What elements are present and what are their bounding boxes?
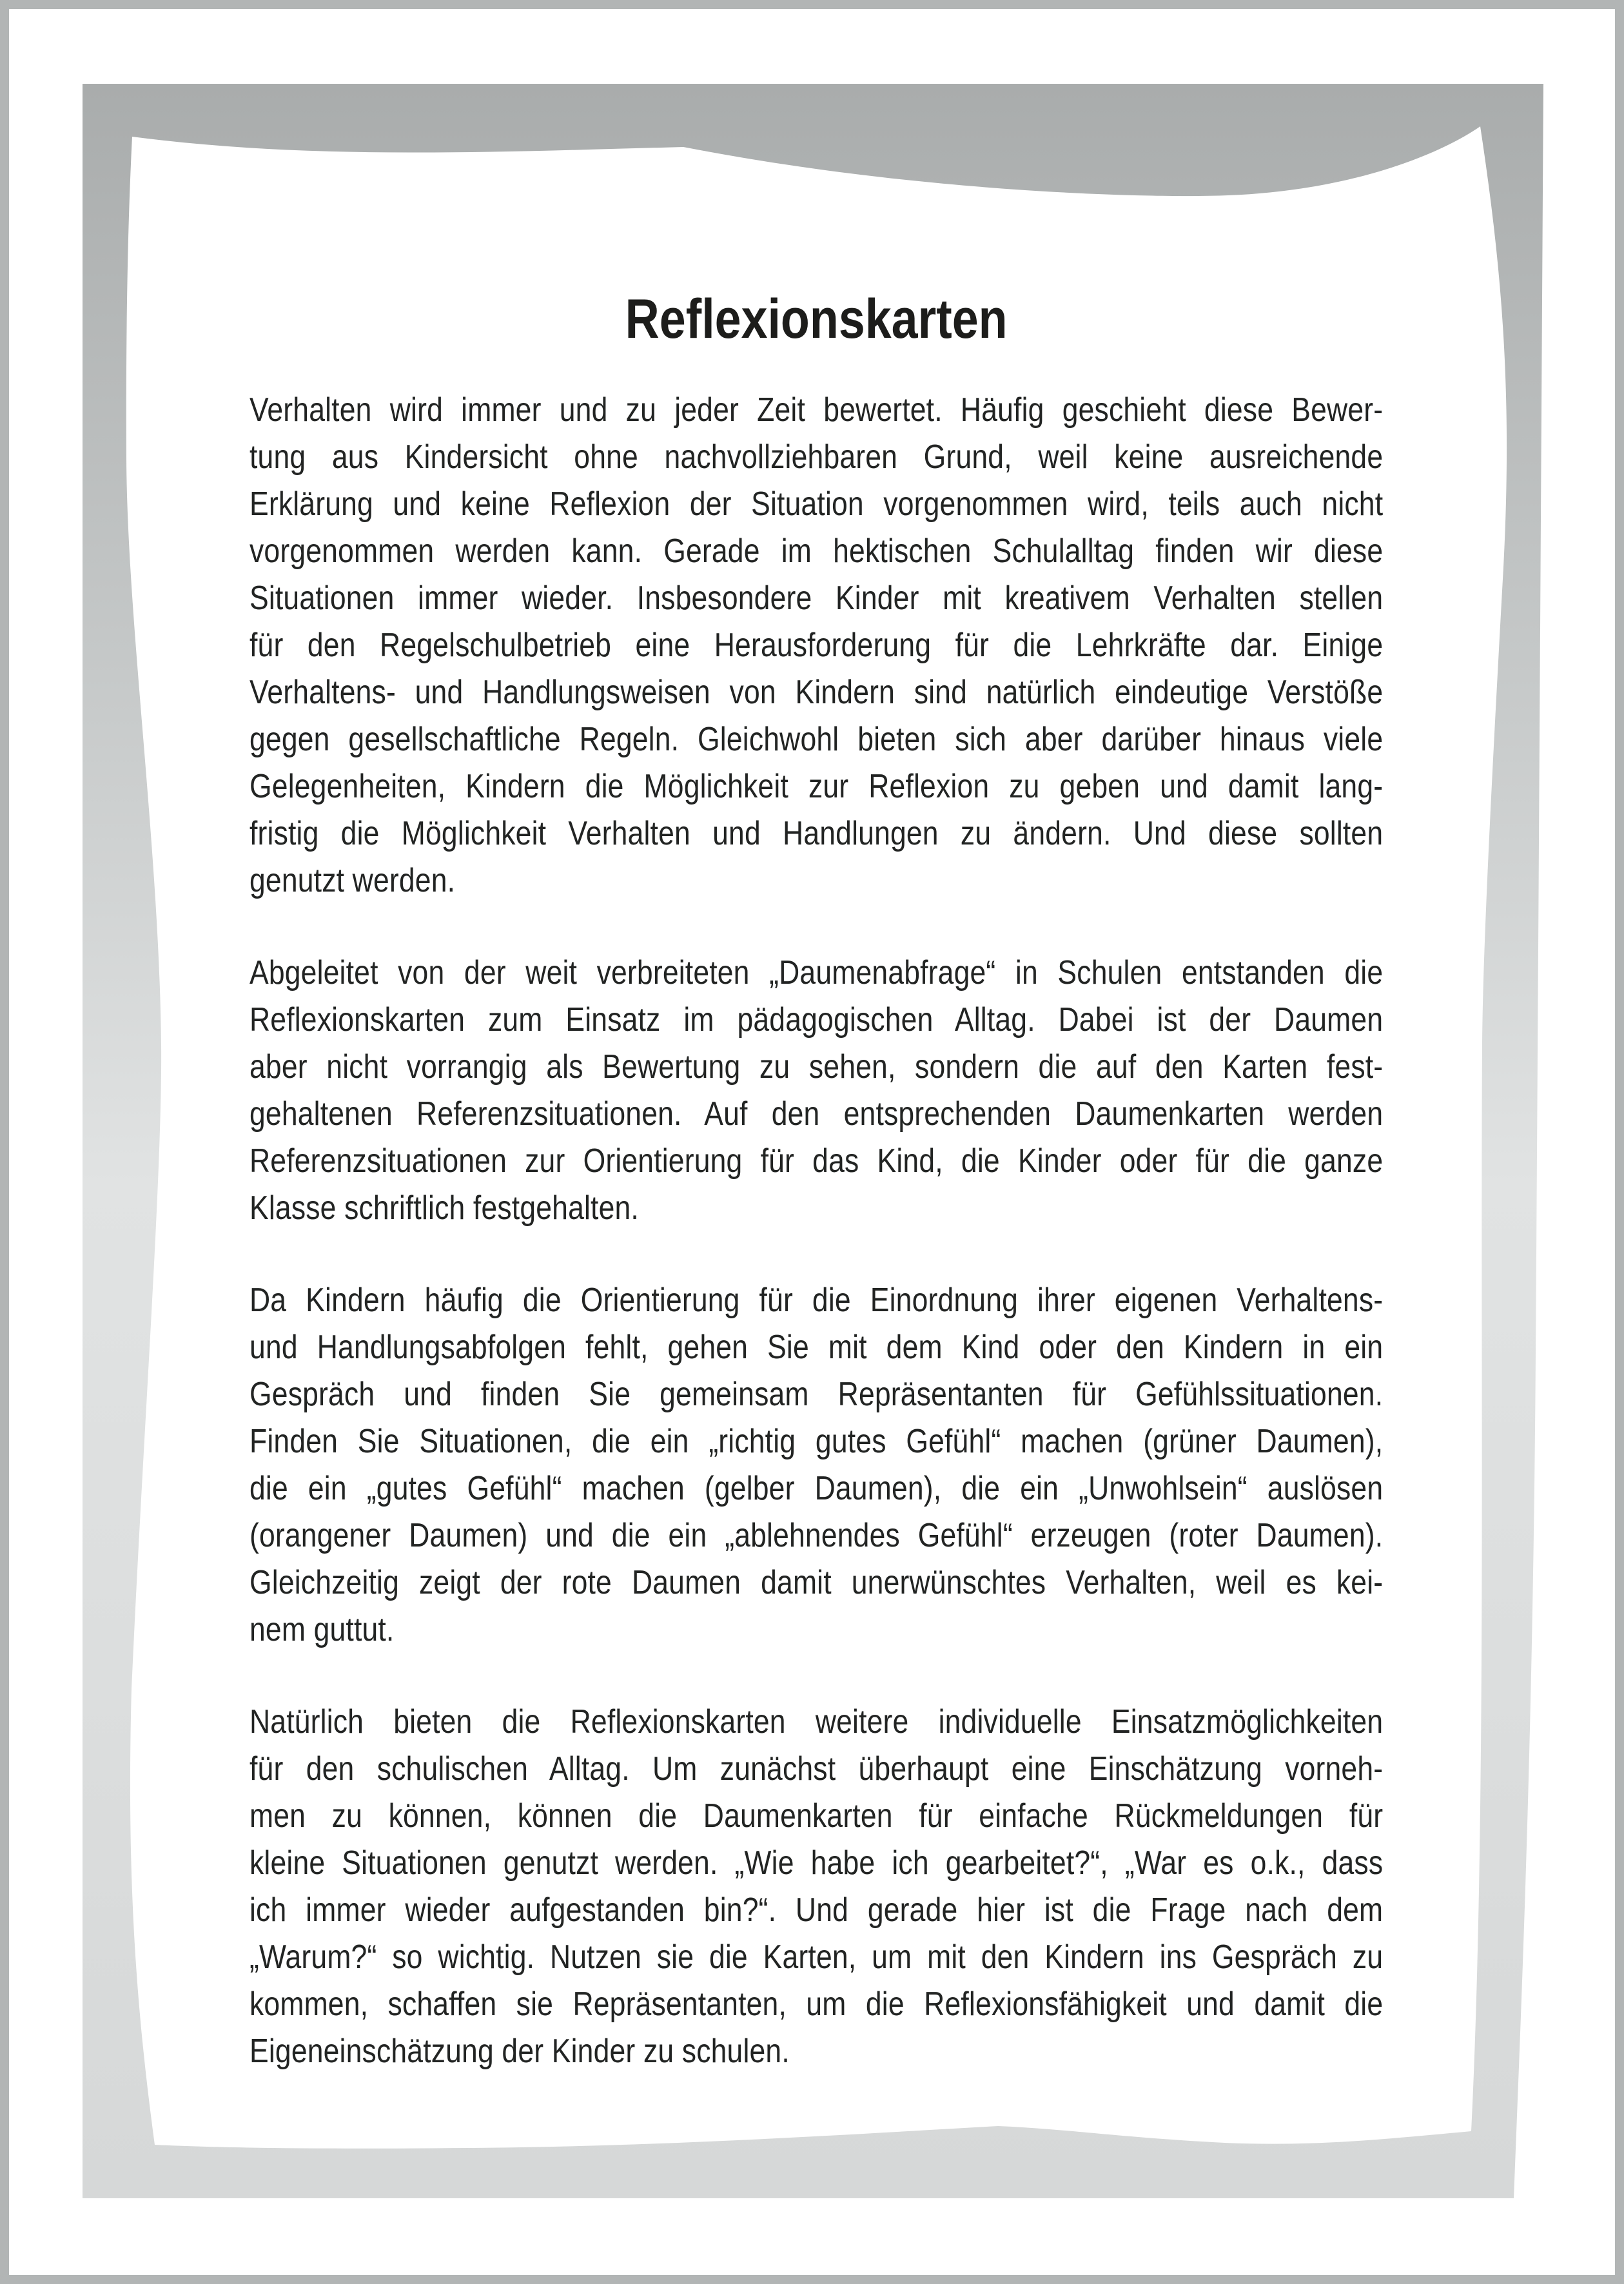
text-line: die ein „gutes Gefühl“ machen (gelber Daumen), die ein „Unwohlsein“ auslösen (249, 1470, 1384, 1508)
paragraph (249, 1277, 1383, 1654)
text-line: Referenzsituationen zur Orientierung für das Kind, die Kinder oder für die ganze (249, 1142, 1384, 1180)
text-line: Natürlich bieten die Reflexionskarten weitere individuelle Einsatzmöglichkeiten (249, 1703, 1384, 1741)
text-line: Da Kindern häufig die Orientierung für die Einordnung ihrer eigenen Verhaltens- (249, 1282, 1384, 1320)
text-line: „Warum?“ so wichtig. Nutzen sie die Karten, um mit den Kindern ins Gespräch zu (249, 1938, 1384, 1977)
text-line: genutzt werden. (249, 862, 456, 900)
text-line: ich immer wieder aufgestanden bin?“. Und gerade hier ist die Frage nach dem (249, 1891, 1384, 1929)
text-line: (orangener Daumen) und die ein „ablehnendes Gefühl“ erzeugen (roter Daumen). (249, 1517, 1384, 1555)
text-line: und Handlungsabfolgen fehlt, gehen Sie mit dem Kind oder den Kindern in ein (249, 1329, 1384, 1367)
text-line: Klasse schriftlich festgehalten. (249, 1189, 639, 1227)
text-line: tung aus Kindersicht ohne nachvollziehbaren Grund, weil keine ausreichende (249, 438, 1384, 476)
text-column (249, 290, 1383, 2075)
text-line: Finden Sie Situationen, die ein „richtig gutes Gefühl“ machen (grüner Daumen), (249, 1423, 1384, 1461)
paragraph (249, 950, 1383, 1232)
text-line: aber nicht vorrangig als Bewertung zu sehen, sondern die auf den Karten fest- (249, 1048, 1384, 1086)
text-line: gehaltenen Referenzsituationen. Auf den entsprechenden Daumenkarten werden (249, 1095, 1384, 1133)
text-line: gegen gesellschaftliche Regeln. Gleichwohl bieten sich aber darüber hinaus viele (249, 721, 1384, 759)
text-line: für den Regelschulbetrieb eine Herausforderung für die Lehrkräfte dar. Einige (249, 627, 1384, 665)
text-line: vorgenommen werden kann. Gerade im hektischen Schulalltag finden wir diese (249, 532, 1384, 571)
page-title: Reflexionskarten (625, 288, 1008, 350)
text-line: Eigeneinschätzung der Kinder zu schulen. (249, 2033, 790, 2071)
text-line: Erklärung und keine Reflexion der Situation vorgenommen wird, teils auch nicht (249, 485, 1384, 523)
text-line: für den schulischen Alltag. Um zunächst überhaupt eine Einschätzung vorneh- (249, 1750, 1384, 1788)
text-line: Situationen immer wieder. Insbesondere Kinder mit kreativem Verhalten stellen (249, 580, 1384, 618)
body-paragraphs (249, 387, 1383, 2075)
text-line: Verhalten wird immer und zu jeder Zeit bewertet. Häufig geschieht diese Bewer- (249, 391, 1384, 429)
text-line: kommen, schaffen sie Repräsentanten, um die Reflexionsfähigkeit und damit die (249, 1986, 1384, 2024)
text-line: Verhaltens- und Handlungsweisen von Kindern sind natürlich eindeutige Verstöße (249, 674, 1384, 712)
text-line: kleine Situationen genutzt werden. „Wie habe ich gearbeitet?“, „War es o.k., dass (249, 1844, 1384, 1882)
text-line: Reflexionskarten zum Einsatz im pädagogischen Alltag. Dabei ist der Daumen (249, 1001, 1384, 1039)
paragraph (249, 387, 1383, 904)
text-line: nem guttut. (249, 1611, 395, 1649)
text-line: Gelegenheiten, Kindern die Möglichkeit zur Reflexion zu geben und damit lang- (249, 768, 1384, 806)
text-line: men zu können, können die Daumenkarten für einfache Rückmeldungen für (249, 1797, 1384, 1835)
paragraph (249, 1699, 1383, 2075)
text-line: Gleichzeitig zeigt der rote Daumen damit unerwünschtes Verhalten, weil es kei- (249, 1564, 1384, 1602)
text-line: fristig die Möglichkeit Verhalten und Handlungen zu ändern. Und diese sollten (249, 815, 1384, 853)
text-line: Abgeleitet von der weit verbreiteten „Daumenabfrage“ in Schulen entstanden die (249, 954, 1384, 992)
text-line: Gespräch und finden Sie gemeinsam Repräsentanten für Gefühlssituationen. (249, 1376, 1384, 1414)
